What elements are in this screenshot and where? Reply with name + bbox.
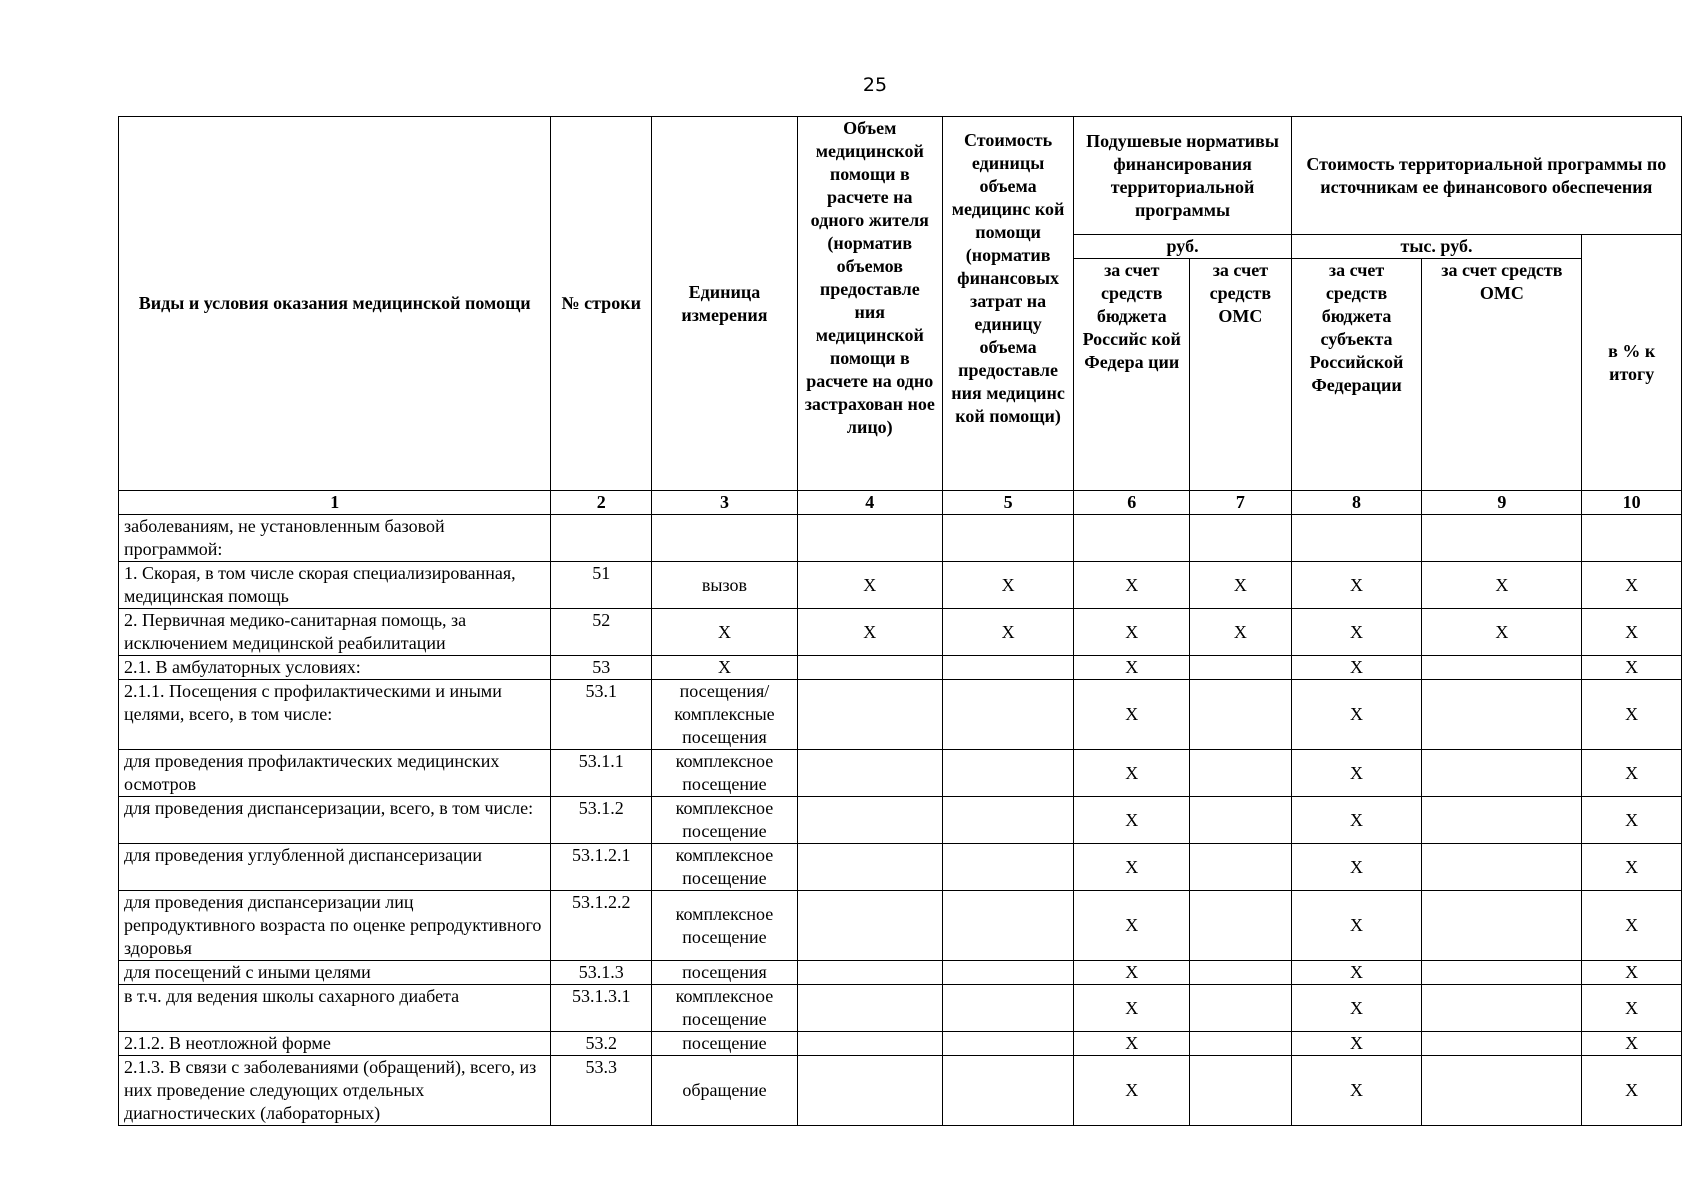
row-number: 53.1.3.1	[551, 985, 652, 1032]
cell-federal-budget: X	[1074, 891, 1190, 961]
cell-oms-cost	[1422, 1056, 1582, 1126]
cell-federal-budget: X	[1074, 1032, 1190, 1056]
cell-oms-per-capita	[1190, 1056, 1292, 1126]
row-unit: посещение	[652, 1032, 798, 1056]
cell-regional-budget: X	[1291, 891, 1422, 961]
row-number: 53	[551, 656, 652, 680]
cell-regional-budget: X	[1291, 656, 1422, 680]
row-name: для проведения углубленной диспансеризации	[119, 844, 551, 891]
header-oms-cost: за счет средств ОМС	[1422, 259, 1582, 491]
financing-table	[118, 116, 1682, 1126]
cell-percent: X	[1582, 891, 1682, 961]
row-name: 2.1. В амбулаторных условиях:	[119, 656, 551, 680]
header-unit-thousand-rub: тыс. руб.	[1291, 235, 1582, 259]
cell-oms-cost	[1422, 750, 1582, 797]
table-row	[119, 656, 1682, 680]
row-name: 1. Скорая, в том числе скорая специализированная, медицинская помощь	[119, 562, 551, 609]
cell-percent: X	[1582, 844, 1682, 891]
cell-oms-per-capita	[1190, 515, 1292, 562]
column-numbers-row	[119, 491, 1682, 515]
row-unit: X	[652, 656, 798, 680]
page-number: 25	[862, 74, 888, 96]
cell-percent: X	[1582, 1032, 1682, 1056]
cell-oms-per-capita	[1190, 750, 1292, 797]
row-unit: посещения/ комплексные посещения	[652, 680, 798, 750]
row-name: 2. Первичная медико-санитарная помощь, за исключением медицинской реабилитации	[119, 609, 551, 656]
cell-oms-cost: X	[1422, 562, 1582, 609]
row-name: 2.1.1. Посещения с профилактическими и иными целями, всего, в том числе:	[119, 680, 551, 750]
cell-percent: X	[1582, 656, 1682, 680]
row-unit: комплексное посещение	[652, 985, 798, 1032]
cell-unit-cost: X	[942, 609, 1074, 656]
cell-oms-cost	[1422, 1032, 1582, 1056]
header-volume: Объем медицинской помощи в расчете на одного жителя (норматив объемов предоставле ния медицинской помощи в расчете на одно застрахован ное лицо)	[797, 117, 942, 491]
cell-volume: X	[797, 609, 942, 656]
cell-oms-per-capita	[1190, 985, 1292, 1032]
row-number: 53.1.2	[551, 797, 652, 844]
cell-federal-budget: X	[1074, 609, 1190, 656]
cell-unit-cost	[942, 985, 1074, 1032]
cell-oms-per-capita	[1190, 797, 1292, 844]
row-unit: вызов	[652, 562, 798, 609]
header-row-number: № строки	[551, 117, 652, 491]
column-number: 3	[652, 491, 798, 515]
table-row	[119, 750, 1682, 797]
cell-oms-cost	[1422, 891, 1582, 961]
cell-oms-per-capita	[1190, 1032, 1292, 1056]
cell-oms-cost: X	[1422, 609, 1582, 656]
row-number: 52	[551, 609, 652, 656]
header-unit-rub: руб.	[1074, 235, 1291, 259]
cell-oms-cost	[1422, 515, 1582, 562]
row-unit: комплексное посещение	[652, 891, 798, 961]
cell-volume	[797, 797, 942, 844]
cell-percent: X	[1582, 609, 1682, 656]
row-unit: комплексное посещение	[652, 844, 798, 891]
cell-volume	[797, 891, 942, 961]
row-number: 53.3	[551, 1056, 652, 1126]
cell-oms-per-capita	[1190, 961, 1292, 985]
row-unit: комплексное посещение	[652, 797, 798, 844]
cell-oms-cost	[1422, 844, 1582, 891]
cell-unit-cost	[942, 844, 1074, 891]
cell-regional-budget	[1291, 515, 1422, 562]
row-name: 2.1.2. В неотложной форме	[119, 1032, 551, 1056]
header-unit-cost: Стоимость единицы объема медицинс кой помощи (норматив финансовых затрат на единицу объема предоставле ния медицинс кой помощи)	[942, 117, 1074, 491]
header-program-cost: Стоимость территориальной программы по источникам ее финансового обеспечения	[1291, 117, 1681, 235]
cell-regional-budget: X	[1291, 844, 1422, 891]
row-name: 2.1.3. В связи с заболеваниями (обращений), всего, из них проведение следующих отдельных диагностических (лабораторных)	[119, 1056, 551, 1126]
cell-unit-cost	[942, 515, 1074, 562]
row-name: для проведения профилактических медицинских осмотров	[119, 750, 551, 797]
header-service-types: Виды и условия оказания медицинской помощи	[119, 117, 551, 491]
cell-oms-per-capita	[1190, 680, 1292, 750]
cell-regional-budget: X	[1291, 680, 1422, 750]
table-row	[119, 891, 1682, 961]
row-name: для проведения диспансеризации, всего, в том числе:	[119, 797, 551, 844]
cell-percent: X	[1582, 680, 1682, 750]
cell-federal-budget	[1074, 515, 1190, 562]
cell-federal-budget: X	[1074, 844, 1190, 891]
cell-regional-budget: X	[1291, 1032, 1422, 1056]
row-number: 53.2	[551, 1032, 652, 1056]
cell-unit-cost	[942, 1056, 1074, 1126]
column-number: 5	[942, 491, 1074, 515]
table-row	[119, 961, 1682, 985]
cell-oms-cost	[1422, 985, 1582, 1032]
cell-volume	[797, 750, 942, 797]
row-number: 53.1.2.2	[551, 891, 652, 961]
cell-federal-budget: X	[1074, 797, 1190, 844]
table-row	[119, 1032, 1682, 1056]
cell-oms-per-capita	[1190, 656, 1292, 680]
column-number: 1	[119, 491, 551, 515]
cell-federal-budget: X	[1074, 750, 1190, 797]
table-row	[119, 797, 1682, 844]
column-number: 2	[551, 491, 652, 515]
cell-volume	[797, 1056, 942, 1126]
cell-oms-per-capita	[1190, 844, 1292, 891]
cell-unit-cost	[942, 750, 1074, 797]
table-row	[119, 1056, 1682, 1126]
header-unit: Единица измерения	[652, 117, 798, 491]
header-percent-of-total: в % к итогу	[1582, 235, 1682, 491]
cell-percent: X	[1582, 562, 1682, 609]
table-row	[119, 515, 1682, 562]
row-number: 51	[551, 562, 652, 609]
column-number: 9	[1422, 491, 1582, 515]
cell-federal-budget: X	[1074, 985, 1190, 1032]
cell-percent: X	[1582, 985, 1682, 1032]
cell-percent: X	[1582, 961, 1682, 985]
cell-regional-budget: X	[1291, 961, 1422, 985]
cell-unit-cost	[942, 891, 1074, 961]
row-number: 53.1.3	[551, 961, 652, 985]
cell-volume	[797, 515, 942, 562]
cell-oms-cost	[1422, 961, 1582, 985]
cell-federal-budget: X	[1074, 1056, 1190, 1126]
cell-federal-budget: X	[1074, 680, 1190, 750]
row-name: для проведения диспансеризации лиц репродуктивного возраста по оценке репродуктивного здоровья	[119, 891, 551, 961]
cell-oms-per-capita	[1190, 891, 1292, 961]
column-number: 10	[1582, 491, 1682, 515]
column-number: 4	[797, 491, 942, 515]
cell-unit-cost	[942, 656, 1074, 680]
column-number: 7	[1190, 491, 1292, 515]
column-number: 6	[1074, 491, 1190, 515]
cell-volume	[797, 985, 942, 1032]
row-number: 53.1.1	[551, 750, 652, 797]
cell-volume	[797, 680, 942, 750]
cell-unit-cost	[942, 680, 1074, 750]
cell-percent: X	[1582, 750, 1682, 797]
row-unit: посещения	[652, 961, 798, 985]
header-regional-budget: за счет средств бюджета субъекта Российской Федерации	[1291, 259, 1422, 491]
header-oms-per-capita: за счет средств ОМС	[1190, 259, 1292, 491]
cell-oms-per-capita: X	[1190, 562, 1292, 609]
cell-volume	[797, 844, 942, 891]
row-unit: комплексное посещение	[652, 750, 798, 797]
cell-unit-cost	[942, 797, 1074, 844]
table-row	[119, 562, 1682, 609]
cell-percent: X	[1582, 797, 1682, 844]
cell-federal-budget: X	[1074, 656, 1190, 680]
cell-oms-cost	[1422, 656, 1582, 680]
cell-volume	[797, 656, 942, 680]
cell-regional-budget: X	[1291, 1056, 1422, 1126]
cell-percent	[1582, 515, 1682, 562]
table-row	[119, 844, 1682, 891]
cell-unit-cost	[942, 961, 1074, 985]
row-unit: X	[652, 609, 798, 656]
cell-regional-budget: X	[1291, 797, 1422, 844]
row-name: для посещений с иными целями	[119, 961, 551, 985]
row-unit: обращение	[652, 1056, 798, 1126]
cell-volume	[797, 961, 942, 985]
column-number: 8	[1291, 491, 1422, 515]
header-per-capita-norms: Подушевые нормативы финансирования территориальной программы	[1074, 117, 1291, 235]
row-unit	[652, 515, 798, 562]
cell-unit-cost: X	[942, 562, 1074, 609]
table-row	[119, 609, 1682, 656]
cell-regional-budget: X	[1291, 562, 1422, 609]
cell-regional-budget: X	[1291, 985, 1422, 1032]
cell-volume	[797, 1032, 942, 1056]
row-number: 53.1	[551, 680, 652, 750]
cell-oms-cost	[1422, 680, 1582, 750]
cell-unit-cost	[942, 1032, 1074, 1056]
header-federal-budget: за счет средств бюджета Российс кой Федера ции	[1074, 259, 1190, 491]
cell-oms-cost	[1422, 797, 1582, 844]
cell-oms-per-capita: X	[1190, 609, 1292, 656]
table-row	[119, 985, 1682, 1032]
table-row	[119, 680, 1682, 750]
cell-percent: X	[1582, 1056, 1682, 1126]
cell-volume: X	[797, 562, 942, 609]
row-name: в т.ч. для ведения школы сахарного диабета	[119, 985, 551, 1032]
row-number	[551, 515, 652, 562]
cell-federal-budget: X	[1074, 961, 1190, 985]
cell-federal-budget: X	[1074, 562, 1190, 609]
cell-regional-budget: X	[1291, 750, 1422, 797]
row-number: 53.1.2.1	[551, 844, 652, 891]
cell-regional-budget: X	[1291, 609, 1422, 656]
row-name: заболеваниям, не установленным базовой программой:	[119, 515, 551, 562]
